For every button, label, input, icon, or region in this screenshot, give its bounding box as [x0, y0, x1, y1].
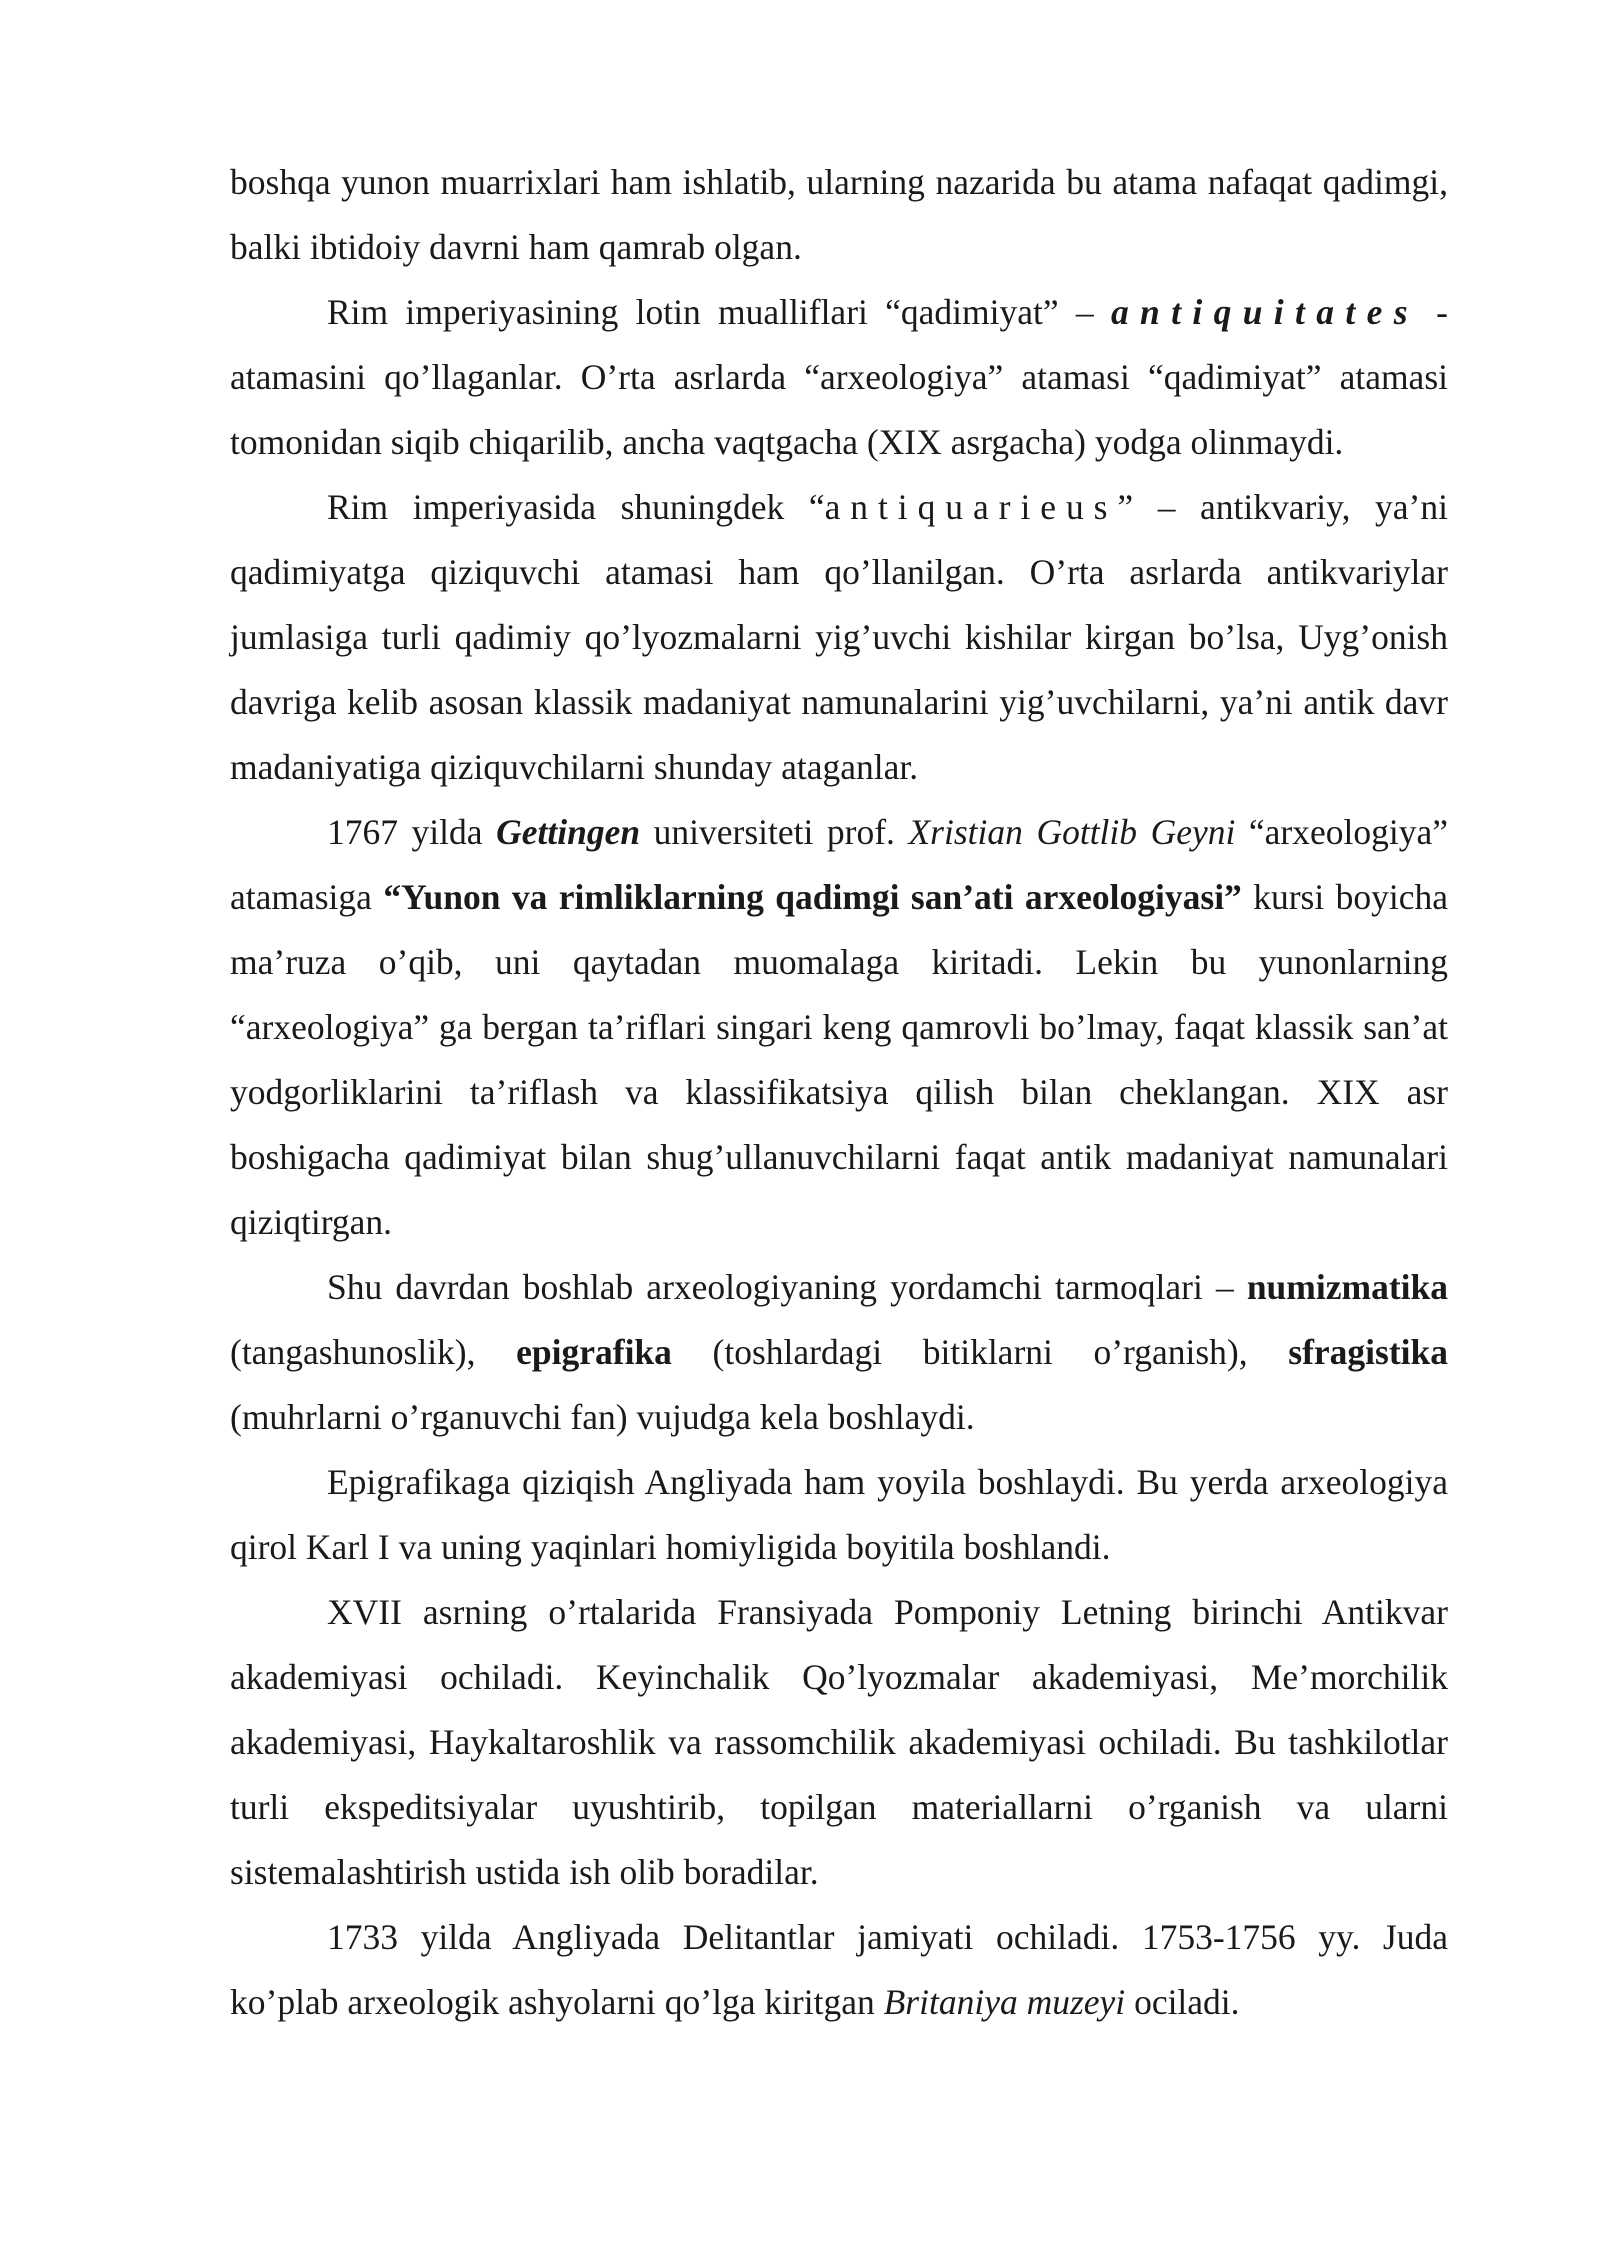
paragraph-7: [230, 1580, 1448, 1905]
term-epigrafika: epigrafika: [516, 1332, 672, 1372]
paragraph-text: universiteti prof.: [640, 812, 909, 852]
paragraph-8: [230, 1905, 1448, 2035]
paragraph-text: ” – antikvariy, ya’ni qadimiyatga qiziquvchi atamasi ham qo’llanilgan. O’rta asrlarda antikvariylar jumlasiga turli qadimiy qo’lyozmalarni yig’uvchi kishilar kirgan bo’lsa, Uyg’onish davriga kelib asosan klassik madaniyat namunalarini yig’uvchilarni, ya’ni antik davr madaniyatiga qiziquvchilarni shunday ataganlar.: [230, 487, 1448, 787]
paragraph-text: “arxeologiya” atamasiga: [230, 812, 1448, 917]
paragraph-1: [230, 150, 1448, 280]
paragraph-text: Epigrafikaga qiziqish Angliyada ham yoyila boshlaydi. Bu yerda arxeologiya qirol Karl I va uning yaqinlari homiyligida boyitila boshlandi.: [230, 1462, 1448, 1567]
paragraph-text: 1733 yilda Angliyada Delitantlar jamiyati ochiladi. 1753-1756 yy. Juda ko’plab arxeologik ashyolarni qo’lga kiritgan: [230, 1917, 1448, 2022]
paragraph-3: [230, 475, 1448, 800]
course-title: “Yunon va rimliklarning qadimgi san’ati arxeologiyasi”: [383, 877, 1242, 917]
term-numizmatika: numizmatika: [1246, 1267, 1448, 1307]
document-page: [230, 150, 1448, 2035]
term-sfragistika: sfragistika: [1288, 1332, 1448, 1372]
paragraph-text: Shu davrdan boshlab arxeologiyaning yordamchi tarmoqlari –: [327, 1267, 1247, 1307]
paragraph-text: 1767 yilda: [327, 812, 497, 852]
university-name: Gettingen: [496, 812, 641, 852]
paragraph-text: Rim imperiyasining lotin mualliflari “qadimiyat” –: [327, 292, 1111, 332]
term-antiquitates: antiquitates: [1110, 292, 1419, 332]
paragraph-text: (toshlardagi bitiklarni o’rganish),: [671, 1332, 1289, 1372]
paragraph-4: [230, 800, 1448, 1255]
paragraph-text: - atamasini qo’llaganlar. O’rta asrlarda “arxeologiya” atamasi “qadimiyat” atamasi tomonidan siqib chiqarilib, ancha vaqtgacha (XIX asrgacha) yodga olinmaydi.: [230, 292, 1448, 462]
paragraph-5: [230, 1255, 1448, 1450]
museum-name: Britaniya muzeyi: [883, 1982, 1126, 2022]
paragraph-text: Rim imperiyasida shuningdek “: [327, 487, 825, 527]
paragraph-text: XVII asrning o’rtalarida Fransiyada Pomponiy Letning birinchi Antikvar akademiyasi ochiladi. Keyinchalik Qo’lyozmalar akademiyasi, Me’morchilik akademiyasi, Haykaltaroshlik va rassomchilik akademiyasi ochiladi. Bu tashkilotlar turli ekspeditsiyalar uyushtirib, topilgan materiallarni o’rganish va ularni sistemalashtirish ustida ish olib boradilar.: [230, 1592, 1448, 1892]
paragraph-text: ociladi.: [1125, 1982, 1240, 2022]
term-antiquarieus: antiquarieus: [824, 487, 1118, 527]
paragraph-text: boshqa yunon muarrixlari ham ishlatib, ularning nazarida bu atama nafaqat qadimgi, balki ibtidoiy davrni ham qamrab olgan.: [230, 162, 1448, 267]
paragraph-text: (muhrlarni o’rganuvchi fan) vujudga kela boshlaydi.: [230, 1397, 975, 1437]
paragraph-6: [230, 1450, 1448, 1580]
paragraph-text: kursi boyicha ma’ruza o’qib, uni qaytadan muomalaga kiritadi. Lekin bu yunonlarning “arxeologiya” ga bergan ta’riflari singari keng qamrovli bo’lmay, faqat klassik san’at yodgorliklarini ta’riflash va klassifikatsiya qilish bilan cheklangan. XIX asr boshigacha qadimiyat bilan shug’ullanuvchilarni faqat antik madaniyat namunalari qiziqtirgan.: [230, 877, 1448, 1242]
professor-name: Xristian Gottlib Geyni: [908, 812, 1236, 852]
paragraph-text: (tangashunoslik),: [230, 1332, 517, 1372]
paragraph-2: [230, 280, 1448, 475]
